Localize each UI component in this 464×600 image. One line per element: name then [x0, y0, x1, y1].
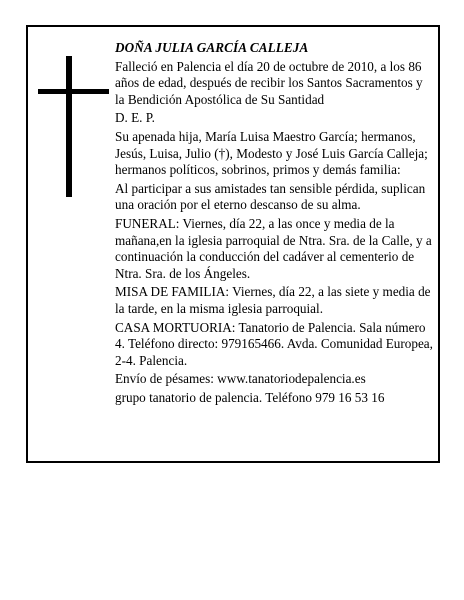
deceased-name: DOÑA JULIA GARCÍA CALLEJA — [115, 40, 309, 55]
obituary-notice — [26, 25, 440, 463]
cross-vertical-bar — [66, 56, 72, 197]
family-mass-details: MISA DE FAMILIA: Viernes, día 22, a las siete y media de la tarde, en la misma iglesia parroquial. — [115, 284, 431, 316]
cross-icon — [38, 56, 109, 197]
family-list: Su apenada hija, María Luisa Maestro García; hermanos, Jesús, Luisa, Julio (†), Modesto y José Luis García Calleja; hermanos políticos, sobrinos, primos y demás familia: — [115, 128, 428, 178]
cross-horizontal-bar — [38, 89, 109, 94]
funeral-home-details: CASA MORTUORIA: Tanatorio de Palencia. Sala número 4. Teléfono directo: 979165466. Avda. Comunidad Europea, 2-4. Palencia. — [115, 319, 433, 368]
condolences-website: Envío de pésames: www.tanatoriodepalencia.es — [115, 371, 366, 387]
rest-in-peace: D. E. P. — [115, 110, 155, 126]
funeral-home-contact: grupo tanatorio de palencia. Teléfono 979 16 53 16 — [115, 389, 385, 405]
death-announcement: Falleció en Palencia el día 20 de octubre de 2010, a los 86 años de edad, después de recibir los Santos Sacramentos y la Bendición Apostólica de Su Santidad — [115, 58, 423, 107]
prayer-request: Al participar a sus amistades tan sensible pérdida, suplican una oración por el eterno descanso de su alma. — [115, 180, 426, 213]
funeral-details: FUNERAL: Viernes, día 22, a las once y media de la mañana,en la iglesia parroquial de Ntra. Sra. de la Calle, y a continuación la conducción del cadáver al cementerio de Ntra. Sra. de los Ángeles. — [115, 215, 432, 281]
obituary-text — [115, 40, 433, 408]
